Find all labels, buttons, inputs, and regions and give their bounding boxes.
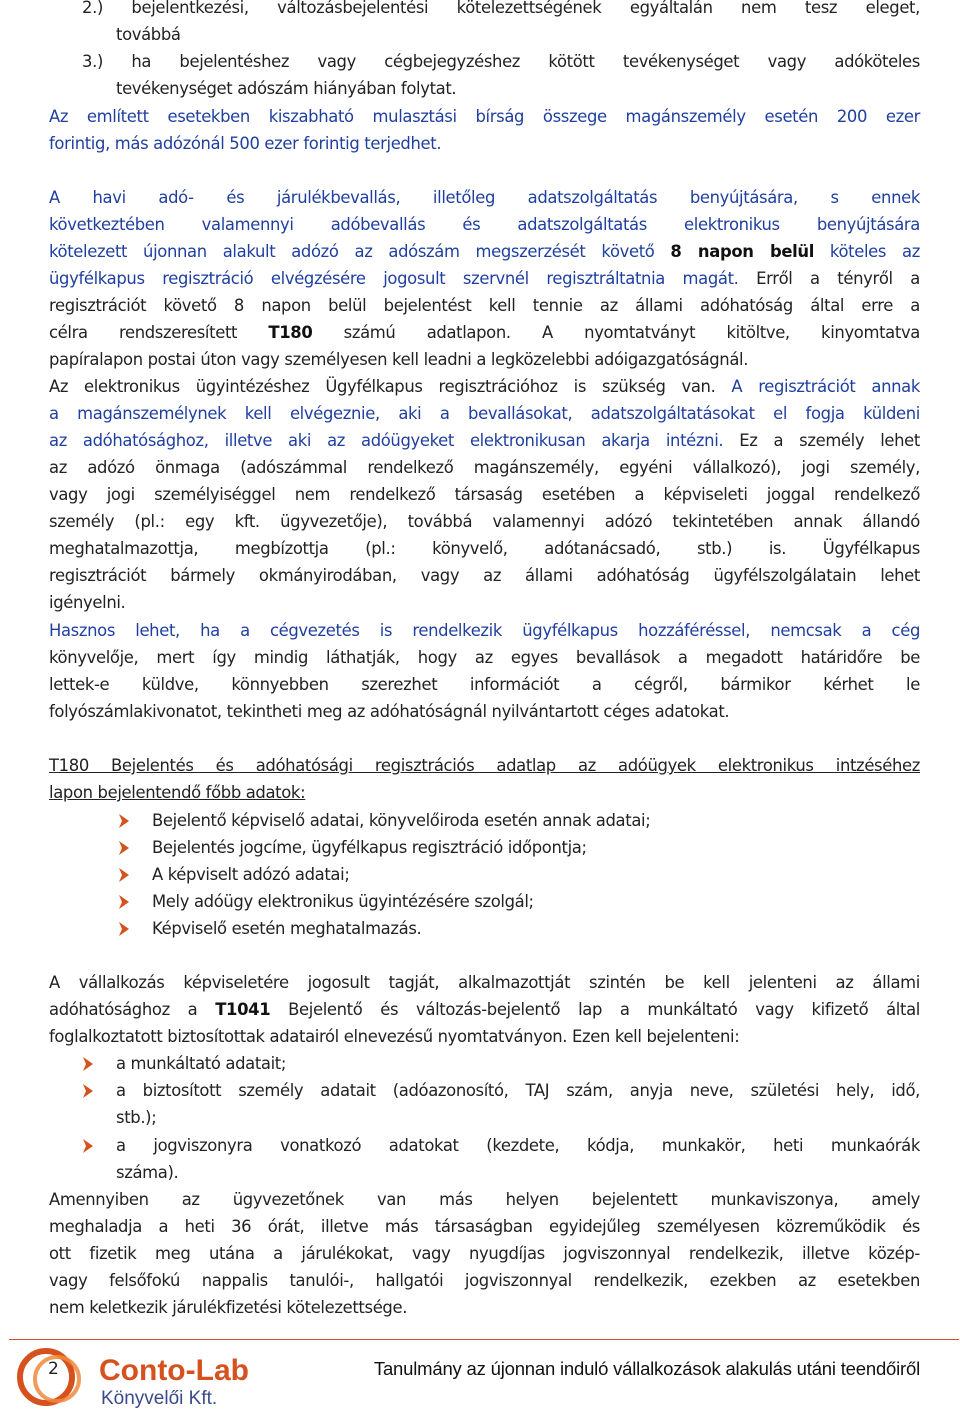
- chevron-right-icon: [117, 921, 131, 937]
- text-line: tevékenységet adószám hiányában folytat.: [116, 79, 457, 98]
- text-line: [49, 996, 920, 1023]
- text-line: [49, 238, 920, 265]
- list-item: Mely adóügy elektronikus ügyintézésére szolgál;: [152, 892, 534, 911]
- text-span: Ez a személy lehet: [723, 431, 920, 450]
- footer-divider: [9, 1339, 959, 1340]
- text-line: vagy felsőfokú nappalis tanulói-, hallgatói jogviszonnyal rendelkezik, ezekben az esetekben: [49, 1271, 920, 1290]
- page-number: 2: [48, 1359, 59, 1379]
- text-line: [49, 319, 920, 346]
- chevron-right-icon: [117, 813, 131, 829]
- text-line: Hasznos lehet, ha a cégvezetés is rendelkezik ügyfélkapus hozzáféréssel, nemcsak a cég: [49, 621, 920, 640]
- text-line: A havi adó- és járulékbevallás, illetőleg adatszolgáltatás benyújtására, s ennek: [49, 188, 920, 207]
- text-line: az adózó önmaga (adószámmal rendelkező magánszemély, egyéni vállalkozó), jogi személy,: [49, 458, 920, 477]
- list-item: a biztosított személy adatait (adóazonosító, TAJ szám, anyja neve, születési hely, idő,: [116, 1081, 920, 1100]
- text-span: köteles az: [814, 242, 920, 261]
- text-span: T1041: [215, 1000, 271, 1019]
- text-line: regisztrációt bármely okmányirodában, vagy az állami adóhatóság ügyfélszolgálatain lehet: [49, 566, 920, 585]
- list-item: Bejelentő képviselő adatai, könyvelőiroda esetén annak adatai;: [152, 811, 651, 830]
- text-span: Bejelentő és változás-bejelentő lap a munkáltató vagy kifizető által: [270, 1000, 920, 1019]
- text-line: papíralapon postai úton vagy személyesen kell leadni a legközelebbi adóigazgatóságnál.: [49, 350, 749, 369]
- text-span: Az elektronikus ügyintézéshez Ügyfélkapus regisztrációhoz is szükség van.: [49, 377, 716, 396]
- text-line: A vállalkozás képviseletére jogosult tagját, alkalmazottját szintén be kell jelenteni az állami: [49, 973, 920, 992]
- chevron-right-icon: [81, 1083, 95, 1099]
- text-line: meghatalmazottja, megbízottja (pl.: könyvelő, adótanácsadó, stb.) is. Ügyfélkapus: [49, 539, 920, 558]
- chevron-right-icon: [117, 867, 131, 883]
- text-line: továbbá: [116, 25, 181, 44]
- text-span: az adóhatósághoz, illetve aki az adóügyeket elektronikusan akarja intézni.: [49, 431, 724, 450]
- text-line: Az említett esetekben kiszabható mulasztási bírság összege magánszemély esetén 200 ezer: [49, 107, 920, 126]
- text-span: A regisztrációt annak: [715, 377, 920, 396]
- chevron-right-icon: [117, 840, 131, 856]
- text-span: számú adatlapon. A nyomtatványt kitöltve, kinyomtatva: [312, 323, 920, 342]
- list-item: Bejelentés jogcíme, ügyfélkapus regisztráció időpontja;: [152, 838, 587, 857]
- text-line: folyószámlakivonatot, tekintheti meg az adóhatóságnál nyilvántartott céges adatokat.: [49, 702, 730, 721]
- text-line: stb.);: [116, 1108, 157, 1127]
- list-item: a jogviszonyra vonatkozó adatokat (kezdete, kódja, munkakör, heti munkaórák: [116, 1136, 920, 1155]
- text-line: [49, 427, 920, 454]
- company-logo: [15, 1348, 315, 1410]
- text-line: nem keletkezik járulékfizetési kötelezettsége.: [49, 1298, 408, 1317]
- logo-main-text: Conto-Lab: [99, 1354, 249, 1387]
- logo-sub-text: Könyvelői Kft.: [101, 1388, 218, 1409]
- text-line: ott fizetik meg utána a járulékokat, vagy nyugdíjas jogviszonnyal rendelkezik, illetve közép-: [49, 1244, 920, 1263]
- text-line: lettek-e küldve, könnyebben szerezhet információt a cégről, bármikor kérhet le: [49, 675, 920, 694]
- text-span: 8 napon belül: [670, 242, 814, 261]
- text-line: igényelni.: [49, 593, 126, 612]
- list-item: A képviselt adózó adatai;: [152, 865, 350, 884]
- text-line: regisztrációt követő 8 napon belül bejelentést kell tennie az állami adóhatóság által erre a: [49, 296, 920, 315]
- text-line: lapon bejelentendő főbb adatok:: [49, 783, 306, 802]
- text-span: Erről a tényről a: [738, 269, 921, 288]
- text-line: forintig, más adózónál 500 ezer forintig terjedhet.: [49, 134, 442, 153]
- text-line: 2.) bejelentkezési, változásbejelentési kötelezettségének egyáltalán nem tesz eleget,: [82, 0, 920, 17]
- text-line: foglalkoztatott biztosítottak adatairól elnevezésű nyomtatványon. Ezen kell bejelenteni:: [49, 1027, 740, 1046]
- text-line: Amennyiben az ügyvezetőnek van más helyen bejelentett munkaviszonya, amely: [49, 1190, 920, 1209]
- text-line: személy (pl.: egy kft. ügyvezetője), továbbá valamennyi adózó tekintetében annak állandó: [49, 512, 920, 531]
- list-item: Képviselő esetén meghatalmazás.: [152, 919, 422, 938]
- text-span: T180: [268, 323, 313, 342]
- text-line: vagy jogi személyiséggel nem rendelkező társaság esetében a képviseleti joggal rendelkező: [49, 485, 920, 504]
- text-line: [49, 265, 920, 292]
- text-line: [49, 373, 920, 400]
- text-span: célra rendszeresített: [49, 323, 269, 342]
- text-span: adóhatósághoz a: [49, 1000, 216, 1019]
- list-item: a munkáltató adatait;: [116, 1054, 287, 1073]
- text-line: száma).: [116, 1163, 179, 1182]
- text-line: meghaladja a heti 36 órát, illetve más társaságban egyidejűleg személyesen közreműködik és: [49, 1217, 920, 1236]
- footer-title: Tanulmány az újonnan induló vállalkozások alakulás utáni teendőiről: [373, 1358, 920, 1379]
- chevron-right-icon: [81, 1056, 95, 1072]
- text-line: könyvelője, mert így mindig láthatják, hogy az egyes bevallások a megadott határidőre be: [49, 648, 920, 667]
- text-line: a magánszemélynek kell elvégeznie, aki a bevallásokat, adatszolgáltatásokat el fogja küldeni: [49, 404, 920, 423]
- text-line: T180 Bejelentés és adóhatósági regisztrációs adatlap az adóügyek elektronikus intzéséhez: [49, 756, 920, 775]
- text-span: kötelezett újonnan alakult adózó az adószám megszerzését követő: [49, 242, 671, 261]
- chevron-right-icon: [81, 1138, 95, 1154]
- text-line: következtében valamennyi adóbevallás és adatszolgáltatás elektronikus benyújtására: [49, 215, 920, 234]
- text-line: 3.) ha bejelentéshez vagy cégbejegyzéshez kötött tevékenységet vagy adóköteles: [82, 52, 920, 71]
- text-span: ügyfélkapus regisztráció elvégzésére jogosult szervnél regisztráltatnia magát.: [49, 269, 739, 288]
- chevron-right-icon: [117, 894, 131, 910]
